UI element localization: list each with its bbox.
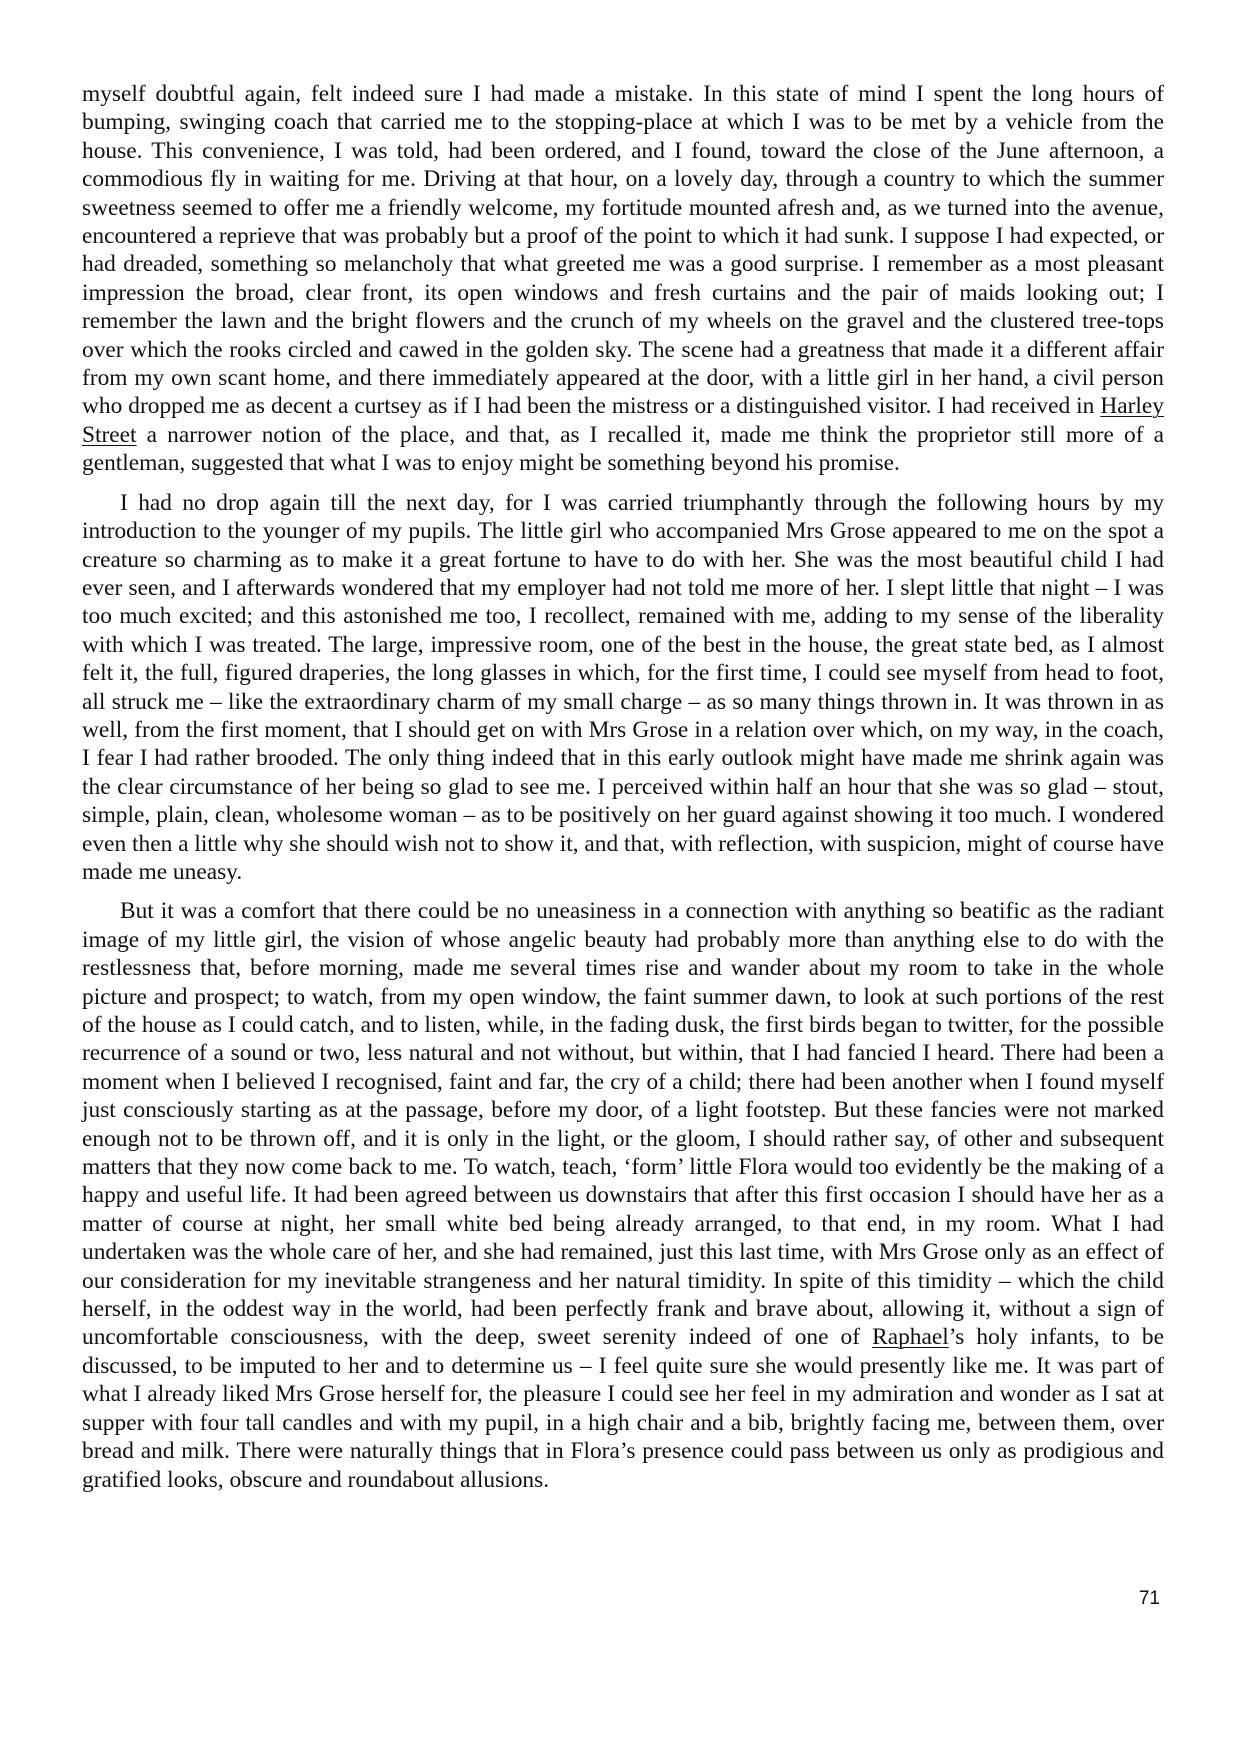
paragraph-1-text-a: myself doubtful again, felt indeed sure I had made a mistake. In this state of mind I spent the long hours of bumping, swinging coach that carried me to the stopping-place at which I was to be met by a vehicle from the house. This convenience, I was told, had been ordered, and I found, toward the close of the June afternoon, a commodious fly in waiting for me. Driving at that hour, on a lovely day, through a country to which the summer sweetness seemed to offer me a friendly welcome, my fortitude mounted afresh and, as we turned into the avenue, encountered a reprieve that was probably but a proof of the point to which it had sunk. I suppose I had expected, or had dreaded, something so melancholy that what greeted me was a good surprise. I remember as a most pleasant impression the broad, clear front, its open windows and fresh curtains and the pair of maids looking out; I remember the lawn and the bright flowers and the crunch of my wheels on the gravel and the clustered tree-tops over which the rooks circled and cawed in the golden sky. The scene had a greatness that made it a different affair from my own scant home, and there immediately appeared at the door, with a little girl in her hand, a civil person who dropped me as decent a curtsey as if I had been the mistress or a distinguished visitor. I had received in xyxy=(82,81,1164,420)
paragraph-3-text-b: ’s holy infants, to be discussed, to be imputed to her and to determine us – I feel quite sure she would presently like me. It was part of what I already liked Mrs Grose herself for, the pleasure I could see her feel in my admiration and wonder as I sat at supper with four tall candles and with my pupil, in a high chair and a bib, brightly facing me, between them, over bread and milk. There were naturally things that in Flora’s presence could pass between us only as prodigious and gratified looks, obscure and roundabout allusions. xyxy=(82,1324,1164,1493)
page-number: 71 xyxy=(1138,1588,1160,1609)
paragraph-2-text: I had no drop again till the next day, for I was carried triumphantly through the following hours by my introduction to the younger of my pupils. The little girl who accompanied Mrs Grose appeared to me on the spot a creature so charming as to make it a great fortune to have to do with her. She was the most beautiful child I had ever seen, and I afterwards wondered that my employer had not told me more of her. I slept little that night – I was too much excited; and this astonished me too, I recollect, remained with me, adding to my sense of the liberality with which I was treated. The large, impressive room, one of the best in the house, the great state bed, as I almost felt it, the full, figured draperies, the long glasses in which, for the first time, I could see myself from head to foot, all struck me – like the extraordinary charm of my small charge – as so many things thrown in. It was thrown in as well, from the first moment, that I should get on with Mrs Grose in a relation over which, on my way, in the coach, I fear I had rather brooded. The only thing indeed that in this early outlook might have made me shrink again was the clear circumstance of her being so glad to see me. I perceived within half an hour that she was so glad – stout, simple, plain, clean, wholesome woman – as to be positively on her guard against showing it too much. I wondered even then a little why she should wish not to show it, and that, with reflection, with suspicion, might of course have made me uneasy. xyxy=(82,489,1164,885)
raphael-link[interactable]: Raphael xyxy=(872,1324,949,1351)
paragraph-1 xyxy=(82,80,1164,478)
paragraph-1-text-b: a narrower notion of the place, and that, as I recalled it, made me think the proprietor still more of a gentleman, suggested that what I was to enjoy might be something beyond his promise. xyxy=(82,421,1164,477)
paragraph-3-text-a: But it was a comfort that there could be no uneasiness in a connection with anything so beatific as the radiant image of my little girl, the vision of whose angelic beauty had probably more than anything else to do with the restlessness that, before morning, made me several times rise and wander about my room to take in the whole picture and prospect; to watch, from my open window, the faint summer dawn, to look at such portions of the rest of the house as I could catch, and to listen, while, in the fading dusk, the first birds began to twitter, for the possible recurrence of a sound or two, less natural and not without, but within, that I had fancied I heard. There had been a moment when I believed I recognised, faint and far, the cry of a child; there had been another when I found myself just consciously starting as at the passage, before my door, of a light footstep. But these fancies were not marked enough not to be thrown off, and it is only in the light, or the gloom, I should rather say, of other and subsequent matters that they now come back to me. To watch, teach, ‘form’ little Flora would too evidently be the making of a happy and useful life. It had been agreed between us downstairs that after this first occasion I should have her as a matter of course at night, her small white bed being already arranged, to that end, in my room. What I had undertaken was the whole care of her, and she had remained, just this last time, with Mrs Grose only as an effect of our consideration for my inevitable strangeness and her natural timidity. In spite of this timidity – which the child herself, in the oddest way in the world, had been perfectly frank and brave about, allowing it, without a sign of uncomfortable consciousness, with the deep, sweet serenity indeed of one of xyxy=(82,898,1164,1351)
paragraph-2 xyxy=(82,489,1164,887)
page-body xyxy=(82,80,1164,1494)
paragraph-3 xyxy=(82,897,1164,1494)
harley-street-link[interactable]: Harley Street xyxy=(82,393,1164,448)
